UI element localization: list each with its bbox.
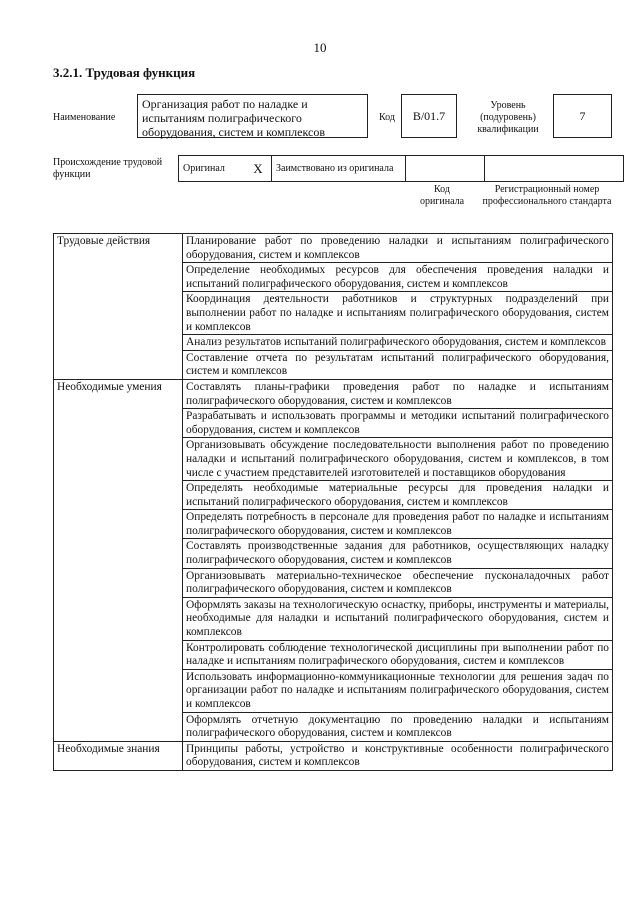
section-heading: 3.2.1. Трудовая функция: [53, 65, 196, 80]
item-cell: Организовывать обсуждение последовательности выполнения работ по проведению наладки и испытаний полиграфического оборудования, систем и комплексов, в том числе с участием представителей изготовителей и поставщиков оборудования: [183, 438, 613, 481]
item-cell: Разрабатывать и использовать программы и методики испытаний полиграфического оборудования, систем и комплексов: [183, 409, 613, 438]
origin-code-cell: [406, 156, 485, 182]
item-cell: Принципы работы, устройство и конструктивные особенности полиграфического оборудования, систем и комплексов: [183, 741, 613, 770]
function-code-field: B/01.7: [401, 94, 457, 138]
item-cell: Планирование работ по проведению наладки и испытаниям полиграфического оборудования, систем и комплексов: [183, 234, 613, 263]
origin-code-caption: Код оригинала: [419, 184, 465, 207]
table-row: [54, 379, 613, 408]
table-row: [54, 741, 613, 770]
function-name-field: Организация работ по наладке и испытаниям полиграфического оборудования, систем и комплексов: [137, 94, 368, 138]
item-cell: Оформлять заказы на технологическую оснастку, приборы, инструменты и материалы, необходимые для наладки и испытаний полиграфического оборудования, систем и комплексов: [183, 597, 613, 640]
registration-number-cell: [485, 156, 624, 182]
item-cell: Определение необходимых ресурсов для обеспечения проведения наладки и испытаний полиграфического оборудования, систем и комплексов: [183, 263, 613, 292]
table-row: [54, 234, 613, 263]
item-cell: Составлять планы-графики проведения работ по наладке и испытаниям полиграфического оборудования, систем и комплексов: [183, 379, 613, 408]
item-cell: Оформлять отчетную документацию по проведению наладки и испытаниям полиграфического оборудования, систем и комплексов: [183, 712, 613, 741]
code-label: Код: [379, 112, 395, 123]
origin-label: Происхождение трудовой функции: [53, 157, 163, 180]
item-cell: Контролировать соблюдение технологической дисциплины при выполнении работ по наладке и испытаниям полиграфического оборудования, систем и комплексов: [183, 640, 613, 669]
item-cell: Анализ результатов испытаний полиграфического оборудования, систем и комплексов: [183, 335, 613, 351]
category-cell: Трудовые действия: [54, 234, 183, 380]
item-cell: Составлять производственные задания для работников, осуществляющих наладку полиграфического оборудования, систем и комплексов: [183, 539, 613, 568]
page-number: 10: [313, 40, 327, 55]
qualification-level-field: 7: [553, 94, 612, 138]
borrowed-label: Заимствовано из оригинала: [272, 156, 406, 182]
item-cell: Координация деятельности работников и структурных подразделений при выполнении работ по наладке и испытаниям полиграфического оборудования, систем и комплексов: [183, 292, 613, 335]
qualification-level-label: Уровень (подуровень) квалификации: [477, 100, 539, 135]
function-details-table: [53, 233, 613, 771]
original-mark: X: [245, 156, 272, 182]
name-label: Наименование: [53, 112, 116, 123]
item-cell: Организовывать материально-техническое обеспечение пусконаладочных работ полиграфического оборудования, систем и комплексов: [183, 568, 613, 597]
registration-number-caption: Регистрационный номер профессионального стандарта: [482, 184, 612, 207]
item-cell: Использовать информационно-коммуникационные технологии для решения задач по организации работ по наладке и испытаниям полиграфического оборудования, систем и комплексов: [183, 669, 613, 712]
item-cell: Составление отчета по результатам испытаний полиграфического оборудования, систем и комплексов: [183, 350, 613, 379]
item-cell: Определять необходимые материальные ресурсы для проведения наладки и испытаний полиграфического оборудования, систем и комплексов: [183, 481, 613, 510]
category-cell: Необходимые умения: [54, 379, 183, 741]
origin-table: [178, 155, 624, 182]
original-label: Оригинал: [179, 156, 246, 182]
item-cell: Определять потребность в персонале для проведения работ по наладке и испытаниям полиграфического оборудования, систем и комплексов: [183, 510, 613, 539]
category-cell: Необходимые знания: [54, 741, 183, 770]
